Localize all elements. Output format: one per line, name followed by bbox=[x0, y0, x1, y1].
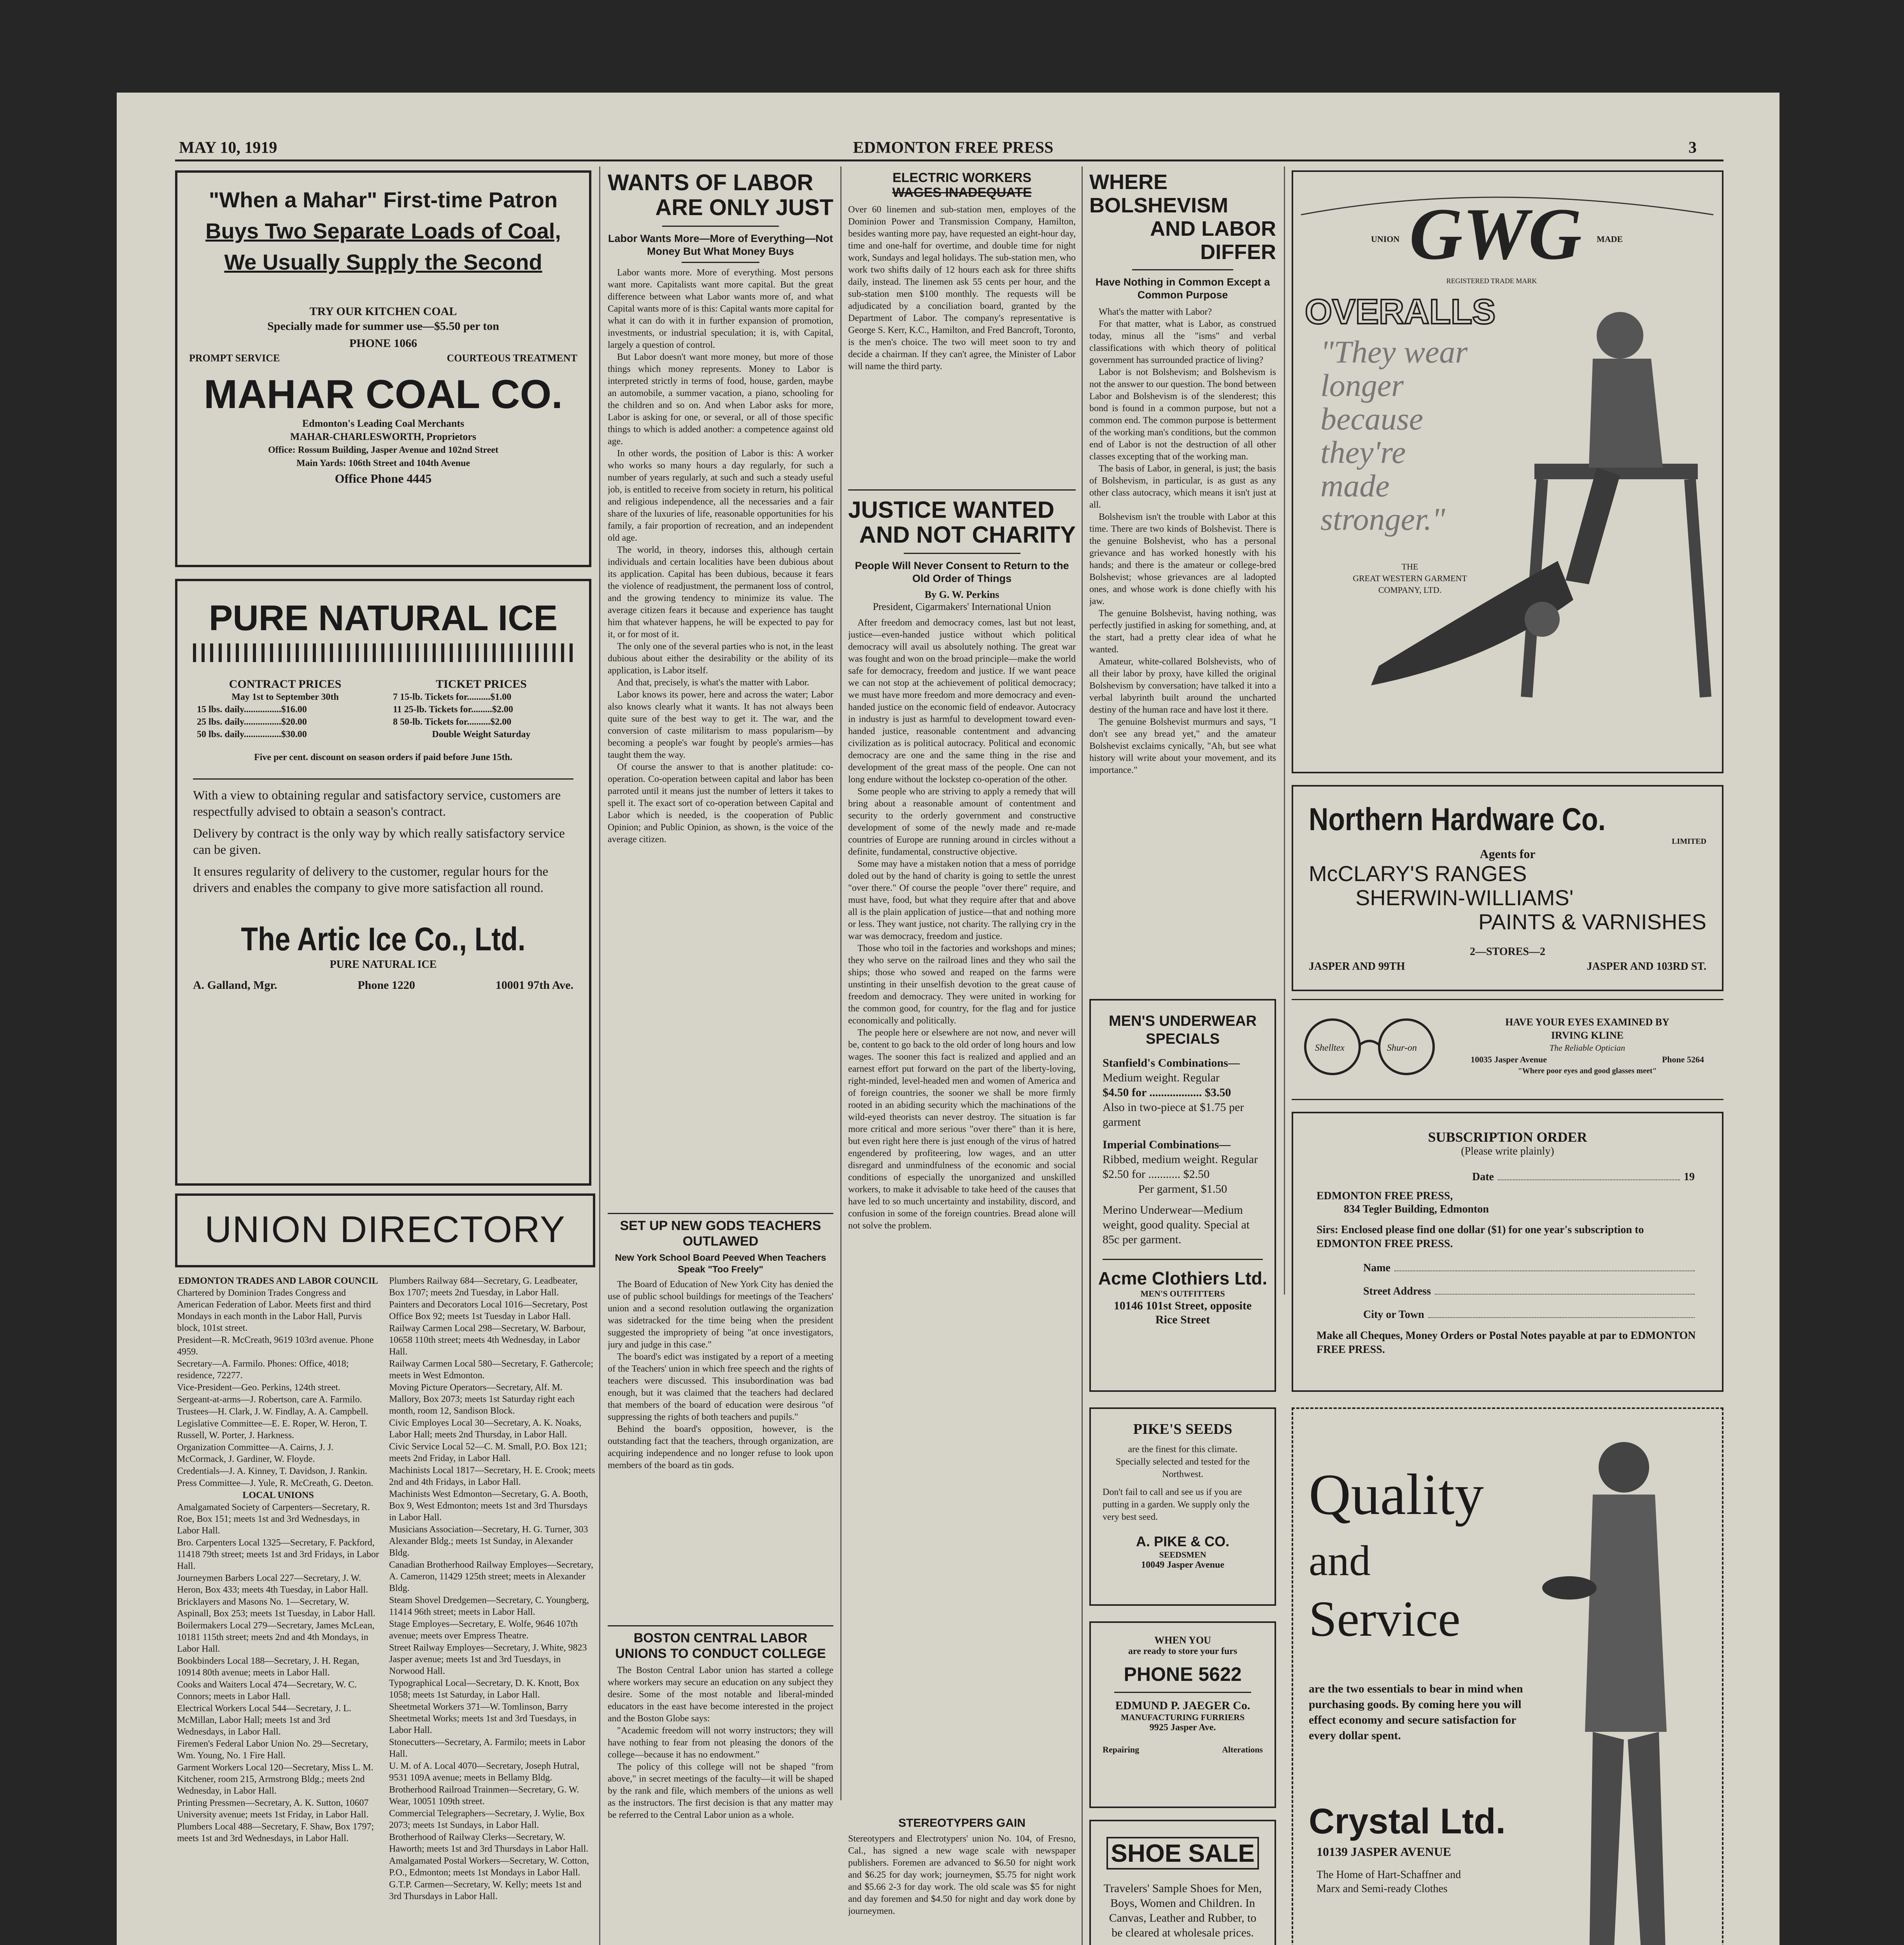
crystal-body: are the two essentials to bear in mind when purchasing goods. By coming here you will effect economy and secure satisfaction for every dollar spent. bbox=[1309, 1682, 1523, 1742]
pike-line: Specially selected and tested for the Northwest. bbox=[1115, 1457, 1250, 1479]
crystal-and: and bbox=[1309, 1537, 1371, 1584]
contract-prices bbox=[197, 678, 373, 741]
jaeger-phone: PHONE 5622 bbox=[1124, 1663, 1242, 1685]
paragraph: Labor wants more. More of everything. Most persons want more. Capitalists want more capital. But the great difference between what Labor wants more of, and what Capital wants more of is this: Capital wants more capital for what it can do with it in further expansion of promotion, investments, or industrial speculation; it is, with Capital, largely a question of control. bbox=[608, 268, 833, 350]
ice-tag: PURE NATURAL ICE bbox=[330, 958, 437, 971]
mahar-line3: We Usually Supply the Second bbox=[224, 250, 542, 274]
rule bbox=[904, 553, 1020, 554]
directory-entry: Street Railway Employes—Secretary, J. White, 9823 Jasper avenue; meets 1st and 3rd Tuesdays, in Norwood Hall. bbox=[389, 1643, 587, 1676]
artic-ice-ad bbox=[175, 579, 591, 1186]
crystal-address: 10139 JASPER AVENUE bbox=[1317, 1845, 1452, 1859]
electric-headline-2: WAGES INADEQUATE bbox=[892, 185, 1032, 200]
street-field[interactable] bbox=[1293, 1274, 1722, 1298]
ice-p3: It ensures regularity of delivery to the customer, regular hours for the drivers and enables the company to give more satisfaction all round. bbox=[193, 865, 549, 895]
pike-title: PIKE'S SEEDS bbox=[1133, 1421, 1233, 1437]
optician-text bbox=[1455, 1016, 1720, 1076]
northern-stores: 2—STORES—2 bbox=[1470, 946, 1545, 958]
newspaper-page bbox=[117, 93, 1780, 1945]
paragraph: Labor knows its power, here and across the water; Labor also knows clearly what it wants. It has not always been quite sure of the best way to get it. The war, and the conversion of caste militarism to mass popularism—by becoming a people's war fought by people's armies—has taught them the way. bbox=[608, 690, 833, 760]
underwear-item2c: Per garment, $1.50 bbox=[1138, 1183, 1227, 1195]
column-divider bbox=[1284, 166, 1285, 1295]
underwear-item1d: Also in two-piece at $1.75 per garment bbox=[1103, 1101, 1244, 1128]
directory-entry: Commercial Telegraphers—Secretary, J. Wylie, Box 2073; meets 1st Sundays, in Labor Hall. bbox=[389, 1808, 585, 1830]
acme-tag: MEN'S OUTFITTERS bbox=[1140, 1289, 1225, 1298]
paragraph: In other words, the position of Labor is this: A worker who works so many hours a day regularly, for such a number of years regularly, at such and such a steady useful job, is entitled to receive from society in return, his political and religious independence, all the necessaries and a fair share of the luxuries of life, reasonable opportunities for his family, a fair proportion of recreation, and an independent old age. bbox=[608, 449, 833, 543]
paragraph: The Board of Education of New York City has denied the use of public school buildings for meetings of the Teachers' union and a second resolution outlawing the organization was sidetracked for the time being when the president suggested the impropriety of being "at once investigators, jury and judge in this case." bbox=[608, 1279, 833, 1350]
directory-entry: Typographical Local—Secretary, D. K. Knott, Box 1058; meets 1st Saturday, in Labor Hall. bbox=[389, 1678, 580, 1700]
ticket-row: 11 25-lb. Tickets for.........$2.00 bbox=[393, 704, 513, 715]
crystal-home bbox=[1317, 1868, 1461, 1896]
directory-entry: Musicians Association—Secretary, H. G. Turner, 303 Alexander Bldg.; meets 1st Sunday, in Alexander Bldg. bbox=[389, 1524, 588, 1558]
shoe-sale-ad bbox=[1089, 1820, 1276, 1945]
paragraph: Bolshevism isn't the trouble with Labor at this time. There are two kinds of Bolshevist. There is the genuine Bolshevist, who has a personal grievance and has worked honestly with his hands; and there is the amateur or college-bred Bolshevist; whose grievances are al ladopted ones, and whose work is done chiefly with his jaw. bbox=[1089, 512, 1276, 606]
acme-name: Acme Clothiers Ltd. bbox=[1098, 1268, 1268, 1288]
gwg-made: MADE bbox=[1597, 234, 1623, 244]
bolshevism-headline-2: AND LABOR DIFFER bbox=[1150, 217, 1276, 264]
shoe-p2 bbox=[1091, 1940, 1275, 1945]
subscription-order-form bbox=[1292, 1112, 1723, 1392]
directory-entry: Machinists Local 1817—Secretary, H. E. Crook; meets 2nd and 4th Fridays, in Labor Hall. bbox=[389, 1465, 595, 1487]
gwg-overalls-word: OVERALLS bbox=[1305, 293, 1496, 331]
optician-phone: Phone 5264 bbox=[1662, 1055, 1704, 1064]
crystal-quality: Quality bbox=[1309, 1462, 1484, 1527]
bolshevism-headline-1: WHERE BOLSHEVISM bbox=[1089, 170, 1229, 217]
directory-entry: Canadian Brotherhood Railway Employes—Secretary, A. Cameron, 11429 125th street; meets in Alexander Bldg. bbox=[389, 1560, 593, 1593]
paragraph: The genuine Bolshevist, having nothing, was perfectly justified in asking for something, and, at the start, had a pretty clear idea of what he wanted. bbox=[1089, 608, 1276, 655]
contract-row: 15 lbs. daily................$16.00 bbox=[197, 704, 307, 715]
paragraph: The only one of the several parties who is not, in the least dubious about either the desirability or the ability of its application, is Labor itself. bbox=[608, 641, 833, 676]
mahar-service-row bbox=[177, 352, 589, 364]
underwear-item1b: Medium weight. Regular bbox=[1103, 1071, 1220, 1084]
acme-address-2: Rice Street bbox=[1155, 1313, 1210, 1326]
directory-entry: Garment Workers Local 120—Secretary, Miss L. M. Kitchener, room 215, Armstrong Bldg.; meets 2nd Wednesday, in Labor Hall. bbox=[177, 1763, 373, 1796]
rule bbox=[608, 1213, 833, 1214]
hat-icon bbox=[1542, 1576, 1597, 1600]
wants-headline-2: ARE ONLY JUST bbox=[655, 195, 833, 220]
mahar-special: Specially made for summer use—$5.50 per ton bbox=[267, 320, 499, 333]
directory-entry: Moving Picture Operators—Secretary, Alf. M. Mallory, Box 2073; meets 1st Saturday right each month, room 12, Sandison Block. bbox=[389, 1383, 575, 1416]
acme-address-1: 10146 101st Street, opposite bbox=[1113, 1299, 1252, 1312]
optician-name: IRVING KLINE bbox=[1551, 1030, 1624, 1041]
column-divider bbox=[1082, 166, 1083, 1945]
pike-line: are the finest for this climate. bbox=[1128, 1444, 1238, 1454]
ticket-foot: Double Weight Saturday bbox=[432, 729, 531, 739]
crystal-ltd-ad bbox=[1292, 1407, 1723, 1945]
electric-body: Over 60 linemen and sub-station men, employes of the Dominion Power and Transmission Company, Hamilton, besides wanting more pay, have requested an eight-hour day, time and one-half for overtime, and double time for night work, Sundays and legal holidays. The sub-station men, who work two shifts daily of 12 hours each ask for three shifts daily, instead. The linemen ask 55 cents per hour, and the sub-station men $100 monthly. The requests will be adjudicated by a conciliation board, granted by the Department of Labor. The company's representative is George S. Kerr, K.C., Hamilton, and Fred Bancroft, Toronto, is the men's choice. The two will meet soon to try and decide a chairman. If they can't agree, the Minister of Labor will name the third party. bbox=[848, 205, 1076, 371]
boston-body bbox=[608, 1665, 833, 1828]
gentleman-illustration bbox=[1534, 1421, 1717, 1945]
directory-entry: Plumbers Railway 684—Secretary, G. Leadbeater, Box 1707; meets 2nd Tuesday, in Labor Hall. bbox=[389, 1276, 578, 1298]
mahar-props: MAHAR-CHARLESWORTH, Proprietors bbox=[290, 431, 477, 442]
underwear-item3: Merino Underwear—Medium weight, good quality. Special at 85c per garment. bbox=[1103, 1204, 1250, 1246]
gentleman-figure-icon bbox=[1599, 1442, 1649, 1493]
paragraph: Some people who are striving to apply a remedy that will bring about a reasonable amount of contentment and security to the orderly government and constructive development of some of the newly made and re-made countries of Europe are running around in circles without a definite, fundamental, constructive objective. bbox=[848, 787, 1076, 857]
mahar-line2: Buys Two Separate Loads of Coal, bbox=[205, 219, 561, 243]
subscription-to-2: 834 Tegler Building, Edmonton bbox=[1344, 1203, 1489, 1215]
paragraph: The basis of Labor, in general, is just; the basis of Bolshevism, in particular, is as gust as any other class autocracy, which means it isn't just at all. bbox=[1089, 464, 1276, 510]
mahar-prompt: PROMPT SERVICE bbox=[189, 352, 280, 364]
northern-line2: SHERWIN-WILLIAMS' bbox=[1355, 885, 1574, 910]
pike-seeds-ad bbox=[1089, 1407, 1276, 1606]
mahar-line1: "When a Mahar" First-time Patron bbox=[209, 187, 558, 212]
teachers-headline: SET UP NEW GODS TEACHERS OUTLAWED bbox=[620, 1218, 821, 1249]
directory-entry: Legislative Committee—E. E. Roper, W. Heron, T. Russell, W. Porter, J. Harkness. bbox=[177, 1419, 367, 1440]
gwg-logo: GWG bbox=[1409, 193, 1582, 275]
ice-p2: Delivery by contract is the only way by which really satisfactory service can be given. bbox=[193, 827, 565, 857]
paragraph: Those who toil in the factories and workshops and mines; they who serve on the railroad lines and they who sail the ships; those who sowed and reaped on the farms were unstinting in their unselfish devotion to the great cause of freedom and democracy. They were united in working for the common good, for country, for the flag and for justice economically and politically. bbox=[848, 943, 1076, 1026]
ice-contact bbox=[177, 971, 589, 992]
stereotypers-body: Stereotypers and Electrotypers' union No. 104, of Fresno, Cal., has signed a new wage scale with newspaper publishers. Foremen are advanced to $6.50 for night work and $6.25 for day work; journeymen, $5.75 for night work and $5.66 2-3 for day work. The old scale was $5 for night and day foremen and $4.50 for night and day work done by journeymen. bbox=[848, 1834, 1076, 1916]
paragraph: Labor is not Bolshevism; and Bolshevism is not the answer to our question. The bond between Labor and Bolshevism is of the slenderest; this bond is found in a common purpose, but not a common end. The common purpose is betterment of the working man's conditions, but the common end of Labor is not the destruction of all other classes excepting that of the working man. bbox=[1089, 367, 1276, 462]
underwear-item1: Stanfield's Combinations— bbox=[1103, 1057, 1240, 1069]
ice-mgr: A. Galland, Mgr. bbox=[193, 979, 277, 992]
rule bbox=[1132, 269, 1233, 270]
crystal-service: Service bbox=[1309, 1591, 1460, 1647]
union-directory-title: UNION DIRECTORY bbox=[205, 1209, 566, 1250]
northern-line1: McCLARY'S RANGES bbox=[1309, 861, 1527, 886]
crystal-home-2: Marx and Semi-ready Clothes bbox=[1317, 1883, 1448, 1895]
ice-title: PURE NATURAL ICE bbox=[209, 598, 558, 638]
subscription-note: (Please write plainly) bbox=[1461, 1145, 1554, 1157]
pike-line: Don't fail to call and see us if you are putting in a garden. We supply only the very best seed. bbox=[1103, 1487, 1250, 1522]
directory-entry: Stonecutters—Secretary, A. Farmilo; meets in Labor Hall. bbox=[389, 1737, 586, 1759]
mahar-merchants: Edmonton's Leading Coal Merchants bbox=[302, 418, 465, 429]
acme-clothiers-ad bbox=[1089, 999, 1276, 1392]
directory-entry: Trustees—H. Clark, J. W. Findlay, A. A. Campbell. bbox=[177, 1407, 368, 1417]
northern-locations bbox=[1293, 958, 1722, 973]
gwg-company-1: THE bbox=[1401, 562, 1418, 571]
paragraph: Amateur, white-collared Bolshevists, who of all their labor by proxy, have killed the original Bolshevism by conversation; have talked it into a verbal labyrinth built around the uncharted destiny of the human race and have lost it there. bbox=[1089, 657, 1276, 715]
contract-head: CONTRACT PRICES bbox=[229, 678, 342, 690]
jaeger-repairing: Repairing bbox=[1103, 1745, 1140, 1754]
paragraph: The Boston Central Labor union has started a college where workers may secure an education on any subject they desire. Some of the most notable and liberal-minded educators in the east have become interested in the project and the Boston Globe says: bbox=[608, 1665, 833, 1724]
optician-line1: HAVE YOUR EYES EXAMINED BY bbox=[1505, 1016, 1669, 1028]
name-label: Name bbox=[1363, 1262, 1390, 1274]
jaeger-line1: WHEN YOU bbox=[1154, 1635, 1211, 1646]
union-directory-col1 bbox=[177, 1275, 379, 1945]
directory-entry: Firemen's Federal Labor Union No. 29—Secretary, Wm. Young, No. 1 Fire Hall. bbox=[177, 1739, 368, 1761]
northern-agents: Agents for bbox=[1480, 847, 1536, 861]
ice-phone: Phone 1220 bbox=[358, 979, 415, 992]
directory-entry: Printing Pressmen—Secretary, A. K. Sutton, 10607 University avenue; meets 1st Friday, in Labor Hall. bbox=[177, 1798, 369, 1820]
ice-address: 10001 97th Ave. bbox=[495, 979, 573, 992]
ice-decoration bbox=[193, 643, 573, 662]
directory-entry: Civic Service Local 52—C. M. Small, P.O. Box 121; meets 2nd Friday, in Labor Hall. bbox=[389, 1442, 587, 1463]
union-directory-col2 bbox=[389, 1275, 595, 1945]
mahar-phone: PHONE 1066 bbox=[349, 337, 417, 350]
boston-headline: BOSTON CENTRAL LABOR UNIONS TO CONDUCT COLLEGE bbox=[615, 1631, 826, 1661]
gwg-registered: REGISTERED TRADE MARK bbox=[1446, 277, 1537, 285]
northern-loc-right: JASPER AND 103RD ST. bbox=[1587, 960, 1706, 972]
justice-article bbox=[848, 489, 1076, 1784]
directory-entry: Railway Carmen Local 298—Secretary, W. Barbour, 10658 110th street; meets 4th Wednesday, in Labor Hall. bbox=[389, 1323, 586, 1357]
wants-subhead: Labor Wants More—More of Everything—Not Money But What Money Buys bbox=[608, 233, 833, 257]
electric-headline-1: ELECTRIC WORKERS bbox=[892, 170, 1031, 185]
directory-entry: Civic Employes Local 30—Secretary, A. K. Noaks, Labor Hall; meets 2nd Thursday, in Labor Hall. bbox=[389, 1418, 582, 1440]
bolshevism-body bbox=[1089, 306, 1276, 1061]
ice-discount: Five per cent. discount on season orders if paid before June 15th. bbox=[254, 752, 512, 762]
rule bbox=[1114, 1692, 1251, 1693]
street-label: Street Address bbox=[1363, 1285, 1431, 1297]
directory-entry: Cooks and Waiters Local 474—Secretary, W. C. Connors; meets in Labor Hall. bbox=[177, 1680, 357, 1701]
date-field[interactable] bbox=[1293, 1158, 1722, 1183]
gwg-overalls-ad bbox=[1292, 170, 1723, 773]
justice-headline-1: JUSTICE WANTED bbox=[848, 497, 1055, 523]
directory-entry: Brotherhood Railroad Trainmen—Secretary, G. W. Wear, 10051 109th street. bbox=[389, 1785, 579, 1807]
directory-entry: Railway Carmen Local 580—Secretary, F. Gathercole; meets in West Edmonton. bbox=[389, 1359, 593, 1381]
crystal-home-1: The Home of Hart-Schaffner and bbox=[1317, 1869, 1461, 1881]
underwear-item2: Imperial Combinations— bbox=[1103, 1138, 1231, 1151]
union-directory-header bbox=[175, 1193, 595, 1267]
ticket-prices bbox=[393, 678, 570, 741]
ice-prices bbox=[177, 666, 589, 741]
mahar-coal-ad bbox=[175, 170, 591, 567]
stereotypers-headline: STEREOTYPERS GAIN bbox=[898, 1817, 1026, 1829]
wants-body bbox=[608, 267, 833, 1162]
worker-figure-icon bbox=[1597, 312, 1643, 359]
directory-entry: Bro. Carpenters Local 1325—Secretary, F. Packford, 11418 79th street; meets 1st and 3rd Fridays, in Labor Hall. bbox=[177, 1538, 379, 1571]
ticket-head: TICKET PRICES bbox=[436, 678, 527, 690]
paragraph: The board's edict was instigated by a report of a meeting of the Teachers' union in which free speech and the rights of teachers were discussed. This insubordination was bad enough, but it was claimed that the teachers had declared that members of the board of education were desirous "of suppressing the rights of both teachers and pupils." bbox=[608, 1352, 833, 1422]
jaeger-furriers-ad bbox=[1089, 1621, 1276, 1808]
mahar-office-phone: Office Phone 4445 bbox=[335, 471, 432, 485]
optician-contact bbox=[1455, 1054, 1720, 1065]
mahar-name: MAHAR COAL CO. bbox=[203, 372, 563, 417]
contract-row: 50 lbs. daily................$30.00 bbox=[197, 729, 307, 739]
jaeger-alterations: Alterations bbox=[1222, 1745, 1263, 1754]
paragraph: For that matter, what is Labor, as construed today, minus all the "isms" and verbal classifications with which theory of political government has surrounded practice of living? bbox=[1089, 319, 1276, 365]
gwg-illustration bbox=[1293, 172, 1722, 772]
shoe-sale-title: SHOE SALE bbox=[1106, 1837, 1259, 1870]
wants-headline-1: WANTS OF LABOR bbox=[608, 170, 813, 195]
gwg-slogan-line: longer bbox=[1320, 368, 1404, 403]
mahar-try: TRY OUR KITCHEN COAL bbox=[309, 305, 457, 318]
gwg-wing-icon bbox=[1301, 197, 1713, 215]
underwear-title: MEN'S UNDERWEAR SPECIALS bbox=[1109, 1013, 1257, 1047]
subscription-title: SUBSCRIPTION ORDER bbox=[1428, 1129, 1587, 1145]
northern-limited: LIMITED bbox=[1672, 837, 1706, 846]
subscription-footer: Make all Cheques, Money Orders or Postal Notes payable at par to EDMONTON FREE PRESS. bbox=[1317, 1330, 1696, 1356]
justice-byline: By G. W. Perkins bbox=[924, 589, 999, 600]
teachers-subhead: New York School Board Peeved When Teachers Speak "Too Freely" bbox=[615, 1253, 826, 1275]
paragraph: "Academic freedom will not worry instructors; they will have nothing to fear from not pleasing the donors of the college—because it has no endowment." bbox=[608, 1726, 833, 1760]
pike-address: 10049 Jasper Avenue bbox=[1141, 1560, 1224, 1570]
issue-date: MAY 10, 1919 bbox=[179, 139, 277, 157]
directory-entry: Chartered by Dominion Trades Congress and American Federation of Labor. Meets first and third Mondays in each month in the Labor Hall, Purvis block, 101st street. bbox=[177, 1288, 371, 1333]
northern-hardware-ad bbox=[1292, 785, 1723, 991]
pike-body bbox=[1091, 1438, 1275, 1523]
directory-entry: Brotherhood of Railway Clerks—Secretary, W. Haworth; meets 1st and 3rd Thursdays in Labor Hall. bbox=[389, 1832, 589, 1854]
rule bbox=[1103, 1259, 1263, 1260]
jaeger-tag: MANUFACTURING FURRIERS bbox=[1121, 1712, 1245, 1722]
gwg-slogan-line: "They wear bbox=[1320, 334, 1468, 370]
masthead-rule bbox=[175, 159, 1723, 161]
mahar-courteous: COURTEOUS TREATMENT bbox=[447, 352, 577, 364]
ticket-row: 8 50-lb. Tickets for..........$2.00 bbox=[393, 717, 512, 727]
justice-role: President, Cigarmakers' International Union bbox=[873, 601, 1051, 612]
electric-article bbox=[848, 170, 1076, 476]
jaeger-address: 9925 Jasper Ave. bbox=[1149, 1722, 1216, 1733]
directory-entry: Credentials—J. A. Kinney, T. Davidson, J. Rankin. bbox=[177, 1466, 367, 1476]
ice-p1: With a view to obtaining regular and satisfactory service, customers are respectfully advised to obtain a season's contract. bbox=[193, 789, 561, 819]
directory-entry: EDMONTON TRADES AND LABOR COUNCIL bbox=[178, 1276, 378, 1286]
bolshevism-subhead: Have Nothing in Common Except a Common Purpose bbox=[1095, 276, 1270, 301]
ticket-row: 7 15-lb. Tickets for..........$1.00 bbox=[393, 692, 512, 702]
justice-body bbox=[848, 617, 1076, 1784]
directory-entry: Electrical Workers Local 544—Secretary, J. L. McMillan, Labor Hall; meets 1st and 3rd Wednesdays, in Labor Hall. bbox=[177, 1703, 351, 1737]
optician-slogan: "Where poor eyes and good glasses meet" bbox=[1518, 1067, 1657, 1075]
jaeger-line2: are ready to store your furs bbox=[1128, 1646, 1238, 1656]
year-label: 19 bbox=[1684, 1171, 1695, 1183]
northern-line3: PAINTS & VARNISHES bbox=[1478, 909, 1706, 934]
paragraph: What's the matter with Labor? bbox=[1099, 307, 1212, 317]
boston-article bbox=[608, 1625, 833, 1828]
column-divider bbox=[599, 166, 600, 1945]
wants-article bbox=[608, 170, 833, 1162]
ice-company: The Artic Ice Co., Ltd. bbox=[241, 921, 526, 957]
directory-entry: Steam Shovel Dredgemen—Secretary, C. Youngberg, 11414 96th street; meets in Labor Hall. bbox=[389, 1595, 589, 1617]
gwg-company-3: COMPANY, LTD. bbox=[1378, 585, 1442, 595]
shoe-p1: Travelers' Sample Shoes for Men, Boys, Women and Children. In Canvas, Leather and Rubber, to be cleared at wholesale prices. bbox=[1103, 1882, 1262, 1939]
paragraph: Some may have a mistaken notion that a mess of porridge doled out by the hand of charity is going to settle the unrest "over there." Of course the people "over there" require, and must have, food, but what they require after that and above all is the plain application of justice—that and nothing more or less. They want justice, not charity. The rallying cry in the war was democracy, freedom and justice. bbox=[848, 859, 1076, 941]
northern-name: Northern Hardware Co. bbox=[1309, 802, 1606, 837]
underwear-item1c: $4.50 for .................. $3.50 bbox=[1103, 1086, 1231, 1099]
newspaper-title: EDMONTON FREE PRESS bbox=[853, 139, 1054, 157]
justice-subhead: People Will Never Consent to Return to the Old Order of Things bbox=[855, 560, 1069, 584]
page-number: 3 bbox=[1688, 139, 1697, 157]
rule bbox=[848, 489, 1076, 491]
optician-sub: The Reliable Optician bbox=[1549, 1043, 1625, 1053]
directory-entry: Sheetmetal Workers 371—W. Tomlinson, Barry Sheetmetal Works; meets 1st and 3rd Tuesdays, in Labor Hall. bbox=[389, 1702, 577, 1735]
teachers-article bbox=[608, 1213, 833, 1644]
mahar-office: Office: Rossum Building, Jasper Avenue and 102nd Street bbox=[268, 445, 499, 455]
city-field[interactable] bbox=[1293, 1298, 1722, 1321]
teachers-body bbox=[608, 1279, 833, 1644]
directory-entry: Bookbinders Local 188—Secretary, J. H. Regan, 10914 80th avenue; meets in Labor Hall. bbox=[177, 1656, 359, 1678]
gwg-union: UNION bbox=[1371, 234, 1400, 244]
optician-address: 10035 Jasper Avenue bbox=[1471, 1055, 1547, 1064]
mahar-yards: Main Yards: 106th Street and 104th Avenue bbox=[296, 458, 470, 468]
directory-entry: President—R. McCreath, 9619 103rd avenue. Phone 4959. bbox=[177, 1335, 374, 1357]
column-divider bbox=[840, 166, 842, 1800]
crystal-name: Crystal Ltd. bbox=[1309, 1801, 1506, 1841]
paragraph: Of course the answer to that is another platitude: co-operation. Co-operation between capital and labor has been parroted until it means just the number of letters it takes to spell it. The exact sort of co-operation between Capital and Labor which is needed, is the cooperation of Public Opinion; and Public Opinion, as shown, is the voice of the average citizen. bbox=[608, 762, 833, 845]
rule bbox=[662, 226, 779, 227]
directory-entry: Organization Committee—A. Cairns, J. J. McCormack, J. Gardiner, W. Floyde. bbox=[177, 1442, 334, 1464]
pike-tag: SEEDSMEN bbox=[1159, 1550, 1206, 1560]
directory-entry: Secretary—A. Farmilo. Phones: Office, 4018; residence, 72277. bbox=[177, 1359, 349, 1381]
city-label: City or Town bbox=[1363, 1309, 1424, 1321]
paragraph: The genuine Bolshevist murmurs and says, "I don't see any bread yet," and the amateur Bolshevist exclaims cynically, "Ah, but see what history will write about your movement, and its importance." bbox=[1089, 717, 1276, 775]
directory-entry: G.T.P. Carmen—Secretary, W. Kelly; meets 1st and 3rd Thursdays in Labor Hall. bbox=[389, 1880, 582, 1901]
northern-loc-left: JASPER AND 99TH bbox=[1309, 960, 1405, 972]
directory-entry: Amalgamated Society of Carpenters—Secretary, R. Roe, Box 151; meets 1st and 3rd Wednesdays, in Labor Hall. bbox=[177, 1502, 370, 1536]
directory-entry: Boilermakers Local 279—Secretary, James McLean, 10181 115th street; meets 2nd and 4th Mondays, in Labor Hall. bbox=[177, 1621, 375, 1654]
paragraph: Behind the board's opposition, however, is the outstanding fact that the teachers, through organization, are acquiring independence and no longer refuse to look upon members of the board as tin gods. bbox=[608, 1424, 833, 1470]
ice-body bbox=[177, 780, 589, 904]
directory-entry: Press Committee—J. Yule, R. McCreath, G. Deeton. bbox=[177, 1478, 373, 1488]
contract-sub: May 1st to September 30th bbox=[231, 692, 339, 702]
lens-label-left: Shelltex bbox=[1315, 1043, 1345, 1053]
jaeger-name: EDMUND P. JAEGER Co. bbox=[1115, 1699, 1250, 1712]
rule bbox=[608, 1625, 833, 1626]
directory-entry: Painters and Decorators Local 1016—Secretary, Post Office Box 92; meets 1st Tuesday in Labor Hall. bbox=[389, 1300, 588, 1321]
gwg-company-2: GREAT WESTERN GARMENT bbox=[1353, 573, 1467, 583]
bolshevism-article bbox=[1089, 170, 1276, 1061]
paragraph: The world, in theory, indorses this, although certain individuals and certain localities have been dubious about its application. Capital has been dubious, because it fears the violence of readjustment, the permanent loss of control, and the growing tendency to minimize its value. The average citizen fears it because and experience has taught him that whatever happens, he will be expected to pay for it, or for most of it. bbox=[608, 545, 833, 640]
name-field[interactable] bbox=[1293, 1251, 1722, 1274]
gwg-slogan-line: they're bbox=[1320, 435, 1406, 470]
directory-entry: Machinists West Edmonton—Secretary, G. A. Booth, Box 9, West Edmonton; meets 1st and 3rd Thursdays in Labor Hall. bbox=[389, 1489, 588, 1523]
gwg-slogan-line: because bbox=[1320, 401, 1424, 436]
directory-entry: Stage Employes—Secretary, E. Wolfe, 9646 107th avenue; meets over Empress Theatre. bbox=[389, 1619, 578, 1641]
paragraph: The policy of this college will not be shaped "from above," in secret meetings of the faculty—it will be shaped by the rank and file, which members of the unions as well as the instructors. The first decision is that any matter may be referred to the Central Labor union as a whole. bbox=[608, 1762, 833, 1820]
paragraph: But Labor doesn't want more money, but more of those things which money represents. Money to Labor is interpreted strictly in terms of food, house, garden, maybe an automobile, a summer vacation, a piano, schooling for the children and so on. And when Labor asks for more, Labor is asking for one, or several, or all of those specific things to which is added another: a competence against old age. bbox=[608, 352, 833, 447]
jaeger-services bbox=[1091, 1733, 1275, 1755]
rule bbox=[682, 262, 759, 263]
contract-row: 25 lbs. daily................$20.00 bbox=[197, 717, 307, 727]
directory-entry: Journeymen Barbers Local 227—Secretary, J. W. Heron, Box 433; meets 4th Tuesday, in Labor Hall. bbox=[177, 1573, 368, 1595]
subscription-body: Sirs: Enclosed please find one dollar ($1) for one year's subscription to EDMONTON FREE PRESS. bbox=[1317, 1224, 1644, 1250]
gwg-slogan-line: stronger." bbox=[1320, 501, 1445, 537]
directory-entry: LOCAL UNIONS bbox=[242, 1490, 314, 1500]
directory-entry: Plumbers Local 488—Secretary, F. Shaw, Box 1797; meets 1st and 3rd Wednesdays, in Labor Hall. bbox=[177, 1822, 374, 1843]
optician-ad bbox=[1292, 999, 1723, 1100]
directory-entry: U. M. of A. Local 4070—Secretary, Joseph Hutral, 9531 109A avenue; meets in Bellamy Bldg. bbox=[389, 1761, 579, 1783]
paragraph: And that, precisely, is what's the matter with Labor. bbox=[617, 678, 809, 688]
underwear-item2b: Ribbed, medium weight. Regular $2.50 for ........... $2.50 bbox=[1103, 1153, 1258, 1181]
directory-entry: Sergeant-at-arms—J. Robertson, care A. Farmilo. bbox=[177, 1395, 362, 1405]
directory-entry: Vice-President—Geo. Perkins, 124th street. bbox=[177, 1383, 340, 1393]
paragraph: The people here or elsewhere are not now, and never will be, content to go back to the old order of long hours and low wages. The sooner this fact is realized and applied and an earnest effort put forward on the part of the liberty-loving, right-minded, level-headed men and women of America and of foreign countries, the sooner we shall be more firmly rooted in an abiding security which the machinations of the wild-eyed theorists can never destroy. The situation is far more critical and more serious "over there" than it is here, but even right here there is just enough of the virus of hatred engendered by profiteering, low wages, and an utter disregard and unmindfulness of the economic and social conditions of especially the unorganized and unskilled workers, to make it advisable to take heed of the causes that have led to so much uncertainty and instability, discord, and confusion in some of the foreign countries. Bread alone will not solve the problem. bbox=[848, 1028, 1076, 1231]
directory-entry: Amalgamated Postal Workers—Secretary, W. Cotton, P.O., Edmonton; meets 1st Mondays in Labor Hall. bbox=[389, 1856, 589, 1878]
lens-label-right: Shur-on bbox=[1387, 1043, 1417, 1053]
paragraph: After freedom and democracy comes, last but not least, justice—even-handed justice without which political democracy will avail us absolutely nothing. The great war was fought and won on the broad principle—make the world safe for democracy, freedom and justice. If we want peace we can not stop at the achievement of political democracy; we must have more freedom and more democracy and even-handed justice on the economic field of endeavor. Autocracy in industry is just as harmful to development toward even-handed justice, reasonable contentment and advancing civilization as is political autocracy. Political and economic democracy are one and the same thing in the rise and development of the great mass of the people. One can not long endure without the lockstep co-operation of the other. bbox=[848, 618, 1076, 785]
date-label: Date bbox=[1472, 1171, 1494, 1183]
gwg-slogan-line: made bbox=[1320, 468, 1390, 503]
directory-entry: Bricklayers and Masons No. 1—Secretary, W. Aspinall, Box 253; meets 1st Tuesday, in Labor Hall. bbox=[177, 1597, 375, 1619]
pike-name: A. PIKE & CO. bbox=[1136, 1533, 1230, 1549]
subscription-to-1: EDMONTON FREE PRESS, bbox=[1317, 1190, 1453, 1202]
justice-headline-2: AND NOT CHARITY bbox=[859, 522, 1076, 548]
stereotypers-article bbox=[848, 1816, 1076, 1945]
underwear-items bbox=[1091, 1048, 1275, 1247]
